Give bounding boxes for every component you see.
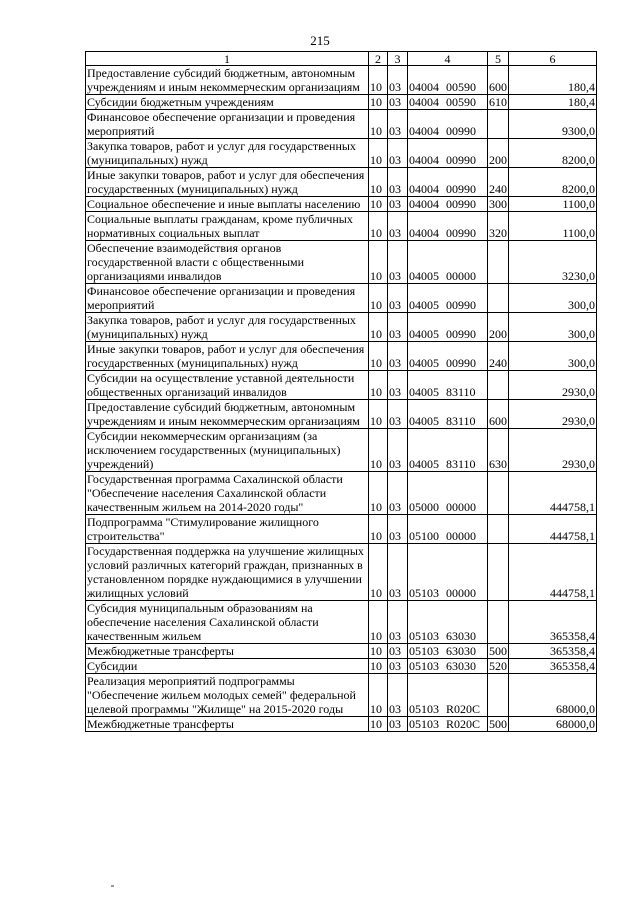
target-article-program: 05103 — [409, 717, 439, 731]
target-article-direction: 00000 — [446, 586, 476, 600]
cell-target-article — [408, 717, 488, 732]
table-row — [86, 139, 597, 168]
cell-target-article — [408, 313, 488, 342]
table-row — [86, 515, 597, 544]
table-row — [86, 342, 597, 371]
cell-name: Иные закупки товаров, работ и услуг для обеспечения государственных (муниципальных) нужд — [86, 168, 369, 197]
cell-subsection: 03 — [388, 515, 408, 544]
cell-target-article — [408, 400, 488, 429]
cell-name: Финансовое обеспечение организации и проведения мероприятий — [86, 284, 369, 313]
cell-expense-type: 630 — [488, 429, 509, 472]
header-row — [86, 52, 597, 66]
cell-name: Подпрограмма "Стимулирование жилищного строительства" — [86, 515, 369, 544]
cell-section: 10 — [369, 515, 388, 544]
cell-section: 10 — [369, 659, 388, 674]
cell-target-article — [408, 197, 488, 212]
cell-target-article — [408, 544, 488, 601]
cell-section: 10 — [369, 674, 388, 717]
cell-amount: 2930,0 — [509, 429, 597, 472]
cell-amount: 180,4 — [509, 66, 597, 95]
table-row — [86, 674, 597, 717]
cell-section: 10 — [369, 342, 388, 371]
target-article-direction: 83110 — [446, 457, 476, 471]
cell-section: 10 — [369, 717, 388, 732]
cell-name: Реализация мероприятий подпрограммы "Обеспечение жильем молодых семей" федеральной целевой программы "Жилище" на 2015-2020 годы — [86, 674, 369, 717]
cell-subsection: 03 — [388, 313, 408, 342]
target-article-program: 05000 — [409, 500, 439, 514]
cell-name: Государственная поддержка на улучшение жилищных условий различных категорий граждан, признанных в установленном порядке нуждающимися в улучшении жилищных условий — [86, 544, 369, 601]
cell-amount: 9300,0 — [509, 110, 597, 139]
table-row — [86, 400, 597, 429]
cell-amount: 300,0 — [509, 342, 597, 371]
target-article-direction: 63030 — [446, 644, 476, 658]
cell-section: 10 — [369, 139, 388, 168]
cell-subsection: 03 — [388, 429, 408, 472]
target-article-direction: R020C — [446, 717, 481, 731]
cell-subsection: 03 — [388, 342, 408, 371]
table-row — [86, 241, 597, 284]
cell-subsection: 03 — [388, 544, 408, 601]
cell-expense-type — [488, 110, 509, 139]
target-article-program: 05100 — [409, 529, 439, 543]
cell-amount: 365358,4 — [509, 601, 597, 644]
table-row — [86, 168, 597, 197]
cell-target-article — [408, 659, 488, 674]
cell-subsection: 03 — [388, 212, 408, 241]
table-row — [86, 110, 597, 139]
target-article-direction: 00990 — [446, 153, 476, 167]
cell-expense-type: 600 — [488, 66, 509, 95]
cell-section: 10 — [369, 66, 388, 95]
cell-section: 10 — [369, 197, 388, 212]
cell-expense-type: 320 — [488, 212, 509, 241]
cell-amount: 8200,0 — [509, 168, 597, 197]
cell-amount: 2930,0 — [509, 371, 597, 400]
cell-name: Субсидии бюджетным учреждениям — [86, 95, 369, 110]
cell-amount: 3230,0 — [509, 241, 597, 284]
cell-section: 10 — [369, 544, 388, 601]
cell-section: 10 — [369, 95, 388, 110]
cell-expense-type — [488, 284, 509, 313]
cell-expense-type — [488, 241, 509, 284]
header-col-6: 6 — [509, 52, 597, 66]
target-article-program: 04004 — [409, 95, 439, 109]
cell-section: 10 — [369, 400, 388, 429]
cell-target-article — [408, 212, 488, 241]
cell-amount: 8200,0 — [509, 139, 597, 168]
table-row — [86, 659, 597, 674]
cell-amount: 444758,1 — [509, 515, 597, 544]
cell-target-article — [408, 429, 488, 472]
cell-amount: 1100,0 — [509, 212, 597, 241]
cell-subsection: 03 — [388, 717, 408, 732]
cell-subsection: 03 — [388, 110, 408, 139]
cell-target-article — [408, 168, 488, 197]
cell-target-article — [408, 371, 488, 400]
table-row — [86, 717, 597, 732]
cell-name: Предоставление субсидий бюджетным, автономным учреждениям и иным некоммерческим организациям — [86, 66, 369, 95]
cell-name: Субсидии на осуществление уставной деятельности общественных организаций инвалидов — [86, 371, 369, 400]
header-col-5: 5 — [488, 52, 509, 66]
cell-target-article — [408, 66, 488, 95]
cell-subsection: 03 — [388, 168, 408, 197]
cell-expense-type: 240 — [488, 342, 509, 371]
cell-subsection: 03 — [388, 674, 408, 717]
cell-name: Государственная программа Сахалинской области "Обеспечение населения Сахалинской области качественным жильем на 2014-2020 годы" — [86, 472, 369, 515]
cell-target-article — [408, 139, 488, 168]
table-row — [86, 66, 597, 95]
cell-name: Закупка товаров, работ и услуг для государственных (муниципальных) нужд — [86, 313, 369, 342]
cell-name: Иные закупки товаров, работ и услуг для обеспечения государственных (муниципальных) нужд — [86, 342, 369, 371]
cell-expense-type: 300 — [489, 197, 507, 211]
cell-target-article — [408, 644, 488, 659]
cell-amount: 68000,0 — [509, 717, 597, 732]
target-article-direction: 00990 — [446, 197, 476, 211]
cell-subsection: 03 — [388, 284, 408, 313]
target-article-direction: 00590 — [446, 95, 476, 109]
target-article-program: 04005 — [409, 356, 439, 370]
target-article-direction: 00000 — [446, 529, 476, 543]
cell-expense-type: 600 — [488, 400, 509, 429]
table-body — [86, 66, 597, 732]
target-article-direction: 00990 — [446, 327, 476, 341]
target-article-program: 04005 — [409, 385, 439, 399]
cell-subsection: 03 — [388, 197, 408, 212]
cell-subsection: 03 — [388, 472, 408, 515]
target-article-program: 04005 — [409, 298, 439, 312]
target-article-direction: 83110 — [446, 414, 476, 428]
target-article-direction: 00990 — [446, 182, 476, 196]
target-article-direction: 00990 — [446, 226, 476, 240]
table-row — [86, 472, 597, 515]
cell-section: 10 — [369, 313, 388, 342]
table-row — [86, 197, 597, 212]
target-article-program: 05103 — [409, 586, 439, 600]
target-article-direction: 63030 — [446, 629, 476, 643]
cell-target-article — [408, 674, 488, 717]
cell-expense-type — [488, 515, 509, 544]
header-col-1: 1 — [86, 52, 369, 66]
table-row — [86, 284, 597, 313]
cell-expense-type: 200 — [488, 313, 509, 342]
cell-name: Предоставление субсидий бюджетным, автономным учреждениям и иным некоммерческим организациям — [86, 400, 369, 429]
table-row — [86, 601, 597, 644]
cell-amount: 444758,1 — [509, 472, 597, 515]
cell-amount: 1100,0 — [509, 197, 597, 212]
cell-name: Субсидия муниципальным образованиям на обеспечение населения Сахалинской области качественным жильем — [86, 601, 369, 644]
cell-amount: 180,4 — [509, 95, 597, 110]
cell-name: Обеспечение взаимодействия органов государственной власти с общественными организациями инвалидов — [86, 241, 369, 284]
cell-section: 10 — [369, 472, 388, 515]
header-col-4: 4 — [408, 52, 488, 66]
cell-subsection: 03 — [388, 241, 408, 284]
table-row — [86, 212, 597, 241]
cell-name: Межбюджетные трансферты — [86, 717, 369, 732]
cell-amount: 300,0 — [509, 284, 597, 313]
cell-expense-type — [488, 371, 509, 400]
table-row — [86, 95, 597, 110]
cell-target-article — [408, 241, 488, 284]
cell-expense-type — [488, 601, 509, 644]
target-article-direction: 00990 — [446, 356, 476, 370]
cell-expense-type — [488, 472, 509, 515]
header-col-2: 2 — [369, 52, 388, 66]
target-article-program: 05103 — [409, 702, 439, 716]
target-article-program: 05103 — [409, 659, 439, 673]
cell-target-article — [408, 284, 488, 313]
target-article-program: 04004 — [409, 153, 439, 167]
cell-name: Финансовое обеспечение организации и проведения мероприятий — [86, 110, 369, 139]
target-article-program: 04005 — [409, 414, 439, 428]
cell-name: Закупка товаров, работ и услуг для государственных (муниципальных) нужд — [86, 139, 369, 168]
cell-target-article — [408, 110, 488, 139]
target-article-direction: 00590 — [446, 80, 476, 94]
cell-target-article — [408, 515, 488, 544]
cell-subsection: 03 — [388, 66, 408, 95]
cell-section: 10 — [369, 284, 388, 313]
table-row — [86, 429, 597, 472]
cell-expense-type: 200 — [488, 139, 509, 168]
cell-expense-type: 240 — [488, 168, 509, 197]
target-article-program: 05103 — [409, 644, 439, 658]
target-article-program: 04004 — [409, 197, 439, 211]
target-article-program: 05103 — [409, 629, 439, 643]
target-article-direction: 63030 — [446, 659, 476, 673]
page-number: 215 — [310, 33, 330, 48]
cell-amount: 444758,1 — [509, 544, 597, 601]
table-row — [86, 644, 597, 659]
target-article-direction: 83110 — [446, 385, 476, 399]
target-article-direction: 00990 — [446, 298, 476, 312]
cell-target-article — [408, 95, 488, 110]
target-article-program: 04005 — [409, 327, 439, 341]
cell-amount: 365358,4 — [509, 644, 597, 659]
target-article-program: 04005 — [409, 269, 439, 283]
cell-target-article — [408, 601, 488, 644]
cell-section: 10 — [369, 241, 388, 284]
scan-speck — [111, 885, 114, 887]
table-row — [86, 371, 597, 400]
cell-expense-type: 520 — [489, 659, 507, 673]
cell-subsection: 03 — [388, 601, 408, 644]
cell-subsection: 03 — [388, 659, 408, 674]
cell-expense-type: 500 — [489, 717, 507, 731]
cell-amount: 300,0 — [509, 313, 597, 342]
target-article-program: 04004 — [409, 182, 439, 196]
target-article-program: 04004 — [409, 226, 439, 240]
cell-section: 10 — [369, 644, 388, 659]
cell-name: Социальное обеспечение и иные выплаты населению — [86, 197, 369, 212]
table-row — [86, 313, 597, 342]
target-article-direction: 00000 — [446, 269, 476, 283]
cell-amount: 2930,0 — [509, 400, 597, 429]
cell-subsection: 03 — [388, 95, 408, 110]
target-article-program: 04005 — [409, 457, 439, 471]
target-article-program: 04004 — [409, 80, 439, 94]
cell-section: 10 — [369, 110, 388, 139]
header-col-3: 3 — [388, 52, 408, 66]
cell-amount: 365358,4 — [509, 659, 597, 674]
cell-subsection: 03 — [388, 400, 408, 429]
cell-name: Субсидии некоммерческим организациям (за исключением государственных (муниципальных) учреждений) — [86, 429, 369, 472]
cell-expense-type — [488, 544, 509, 601]
cell-expense-type — [488, 674, 509, 717]
cell-target-article — [408, 472, 488, 515]
cell-section: 10 — [369, 371, 388, 400]
target-article-direction: R020C — [446, 702, 481, 716]
cell-expense-type: 610 — [489, 95, 507, 109]
cell-amount: 68000,0 — [509, 674, 597, 717]
cell-subsection: 03 — [388, 139, 408, 168]
cell-target-article — [408, 342, 488, 371]
budget-table — [85, 51, 597, 732]
target-article-direction: 00000 — [446, 500, 476, 514]
cell-section: 10 — [369, 429, 388, 472]
target-article-program: 04004 — [409, 124, 439, 138]
cell-name: Межбюджетные трансферты — [86, 644, 369, 659]
table-row — [86, 544, 597, 601]
cell-name: Субсидии — [86, 659, 369, 674]
cell-name: Социальные выплаты гражданам, кроме публичных нормативных социальных выплат — [86, 212, 369, 241]
cell-section: 10 — [369, 168, 388, 197]
cell-section: 10 — [369, 212, 388, 241]
target-article-direction: 00990 — [446, 124, 476, 138]
cell-expense-type: 500 — [489, 644, 507, 658]
cell-section: 10 — [369, 601, 388, 644]
cell-subsection: 03 — [388, 371, 408, 400]
cell-subsection: 03 — [388, 644, 408, 659]
